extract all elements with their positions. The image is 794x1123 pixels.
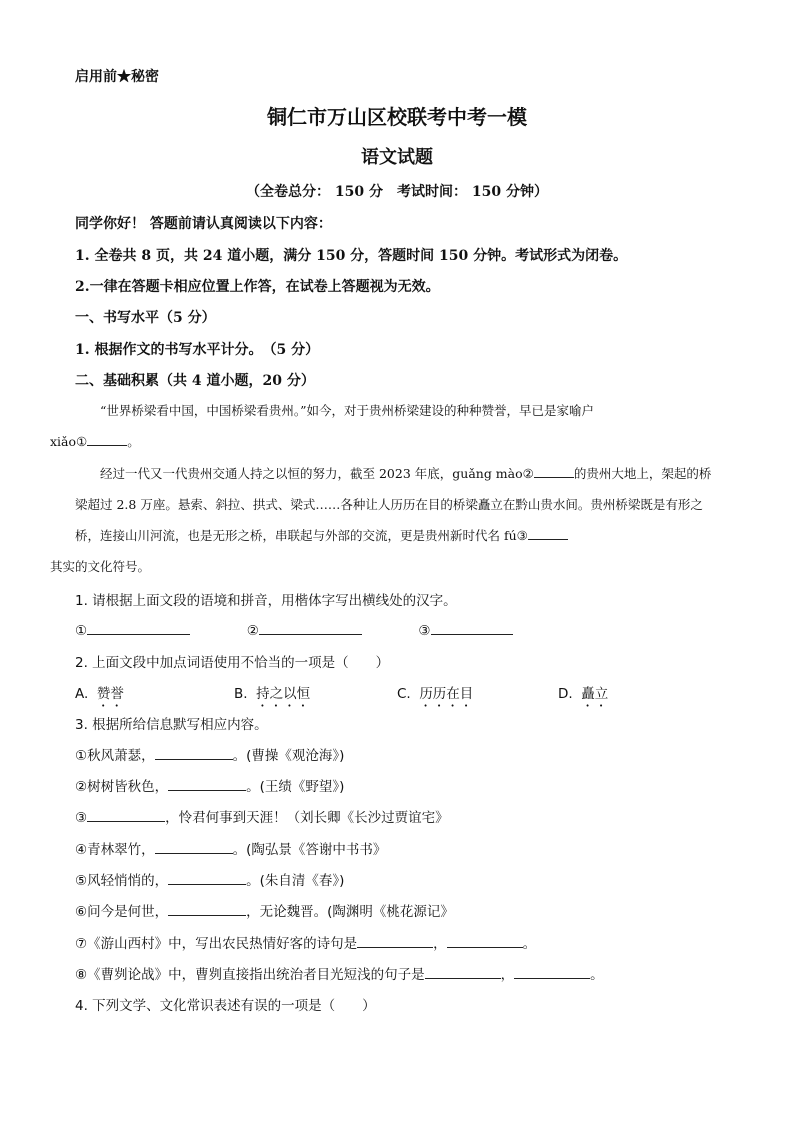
passage-paragraph-2 (50, 458, 717, 582)
recitation-source: 。(朱自清《春》) (246, 873, 345, 889)
score-info: （全卷总分： 150 分 考试时间： 150 分钟） (246, 184, 548, 200)
recitation-source: ，无论魏晋。(陶渊明《桃花源记》 (246, 904, 454, 920)
answer-line-3 (431, 620, 513, 635)
answer-line-1 (87, 620, 190, 635)
option-text: 持之以恒 (256, 686, 311, 702)
recitation-separator: ， (500, 967, 515, 983)
recitation-blank (155, 745, 233, 760)
recitation-item (75, 806, 449, 826)
option-letter: A. (75, 686, 89, 702)
option-d (558, 682, 608, 710)
recitation-prompt: ⑧《曹刿论战》中，曹刿直接指出统治者目光短浅的句子是 (75, 967, 425, 983)
passage-text: 经过一代又一代贵州交通人持之以恒的努力，截至 2023 年底， (100, 466, 453, 481)
option-letter: D. (558, 686, 573, 702)
recitation-prompt: ③ (75, 810, 88, 826)
recitation-prompt: ②树树皆秋色， (75, 779, 169, 795)
recitation-blank (87, 807, 165, 822)
exam-subtitle: 语文试题 (361, 147, 433, 168)
recitation-end: 。 (590, 967, 604, 983)
option-letter: C. (397, 686, 411, 702)
recitation-prompt: ⑤风轻悄悄的， (75, 873, 169, 889)
answer-blank-1 (87, 431, 127, 446)
recitation-blank (155, 839, 233, 854)
option-b (234, 682, 310, 710)
question-3-stem: 3. 根据所给信息默写相应内容。 (75, 717, 268, 733)
option-letter: B. (234, 686, 248, 702)
option-text: 赞誉 (96, 686, 124, 702)
section-1-heading: 一、书写水平（5 分） (75, 310, 216, 326)
recitation-item (75, 869, 344, 889)
recitation-blank (447, 933, 523, 948)
passage-text: 其实的文化符号。 (50, 559, 151, 574)
pinyin-hint-3: fú③ (503, 528, 528, 543)
secret-label: 启用前★秘密 (75, 69, 159, 85)
pinyin-hint-1: xiǎo① (50, 434, 88, 449)
recitation-separator: ， (433, 936, 447, 952)
passage-paragraph-1 (50, 395, 717, 457)
question-2-stem: 2. 上面文段中加点词语使用不恰当的一项是（ ） (75, 655, 390, 671)
answer-line-2 (259, 620, 362, 635)
answer-mark-2: ② (246, 623, 259, 639)
recitation-source: 。(王绩《野望》) (246, 779, 345, 795)
recitation-prompt: ⑥问今是何世， (75, 904, 169, 920)
recitation-item (75, 932, 536, 952)
question-4-stem: 4. 下列文学、文化常识表述有误的一项是（ ） (75, 998, 376, 1014)
passage-text: “世界桥梁看中国，中国桥梁看贵州。”如今，对于贵州桥梁建设的种种赞誉，早已是家喻户 (100, 403, 595, 418)
recitation-source: 。(曹操《观沧海》) (232, 748, 345, 764)
passage-text: 。 (127, 434, 140, 449)
exam-title: 铜仁市万山区校联考中考一模 (267, 105, 527, 129)
notice-greeting: 同学你好！ 答题前请认真阅读以下内容： (75, 216, 332, 232)
answer-blank-3 (528, 525, 568, 540)
answer-mark-1: ① (75, 623, 88, 639)
recitation-prompt: ①秋风萧瑟， (75, 748, 155, 764)
recitation-prompt: ⑦《游山西村》中，写出农民热情好客的诗句是 (75, 936, 358, 952)
answer-blank-2 (534, 463, 574, 478)
recitation-source: 。(陶弘景《答谢中书书》 (232, 842, 387, 858)
answer-mark-3: ③ (418, 623, 431, 639)
section-2-heading: 二、基础积累（共 4 道小题，20 分） (75, 373, 315, 389)
recitation-blank (168, 870, 246, 885)
notice-rule-2: 2.一律在答题卡相应位置上作答，在试卷上答题视为无效。 (75, 279, 440, 295)
pinyin-hint-2: guǎng mào② (452, 466, 534, 481)
option-text: 矗立 (581, 686, 609, 702)
recitation-blank (168, 901, 246, 916)
option-a (75, 682, 124, 710)
option-text: 历历在目 (419, 686, 474, 702)
recitation-item (75, 963, 604, 983)
recitation-blank (425, 964, 501, 979)
notice-rule-1: 1. 全卷共 8 页，共 24 道小题，满分 150 分，答题时间 150 分钟。考试形式为闭卷。 (75, 248, 628, 264)
recitation-blank (357, 933, 433, 948)
recitation-item (75, 744, 344, 764)
recitation-blank (514, 964, 590, 979)
question-1-answers (75, 620, 513, 639)
recitation-source: ，怜君何事到天涯！（刘长卿《长沙过贾谊宅》 (165, 810, 449, 826)
recitation-item (75, 900, 454, 920)
section-1-item: 1. 根据作文的书写水平计分。 （5 分） (75, 342, 320, 358)
recitation-prompt: ④青林翠竹， (75, 842, 155, 858)
passage-text: 的贵州大地上，架起的桥梁超过 2.8 万座。悬索、斜拉、拱式、梁式……各种让人历历在目的桥梁矗立在黔山贵水间。贵州桥梁既是有形之桥，连接山川河流，也是无形之桥，串联起与外部的交流，更是贵州新时代名 (75, 466, 712, 543)
question-1-stem: 1. 请根据上面文段的语境和拼音，用楷体字写出横线处的汉字。 (75, 593, 457, 609)
recitation-blank (168, 776, 246, 791)
option-c (397, 682, 473, 710)
recitation-end: 。 (522, 936, 537, 952)
recitation-item (75, 838, 386, 858)
recitation-item (75, 775, 344, 795)
